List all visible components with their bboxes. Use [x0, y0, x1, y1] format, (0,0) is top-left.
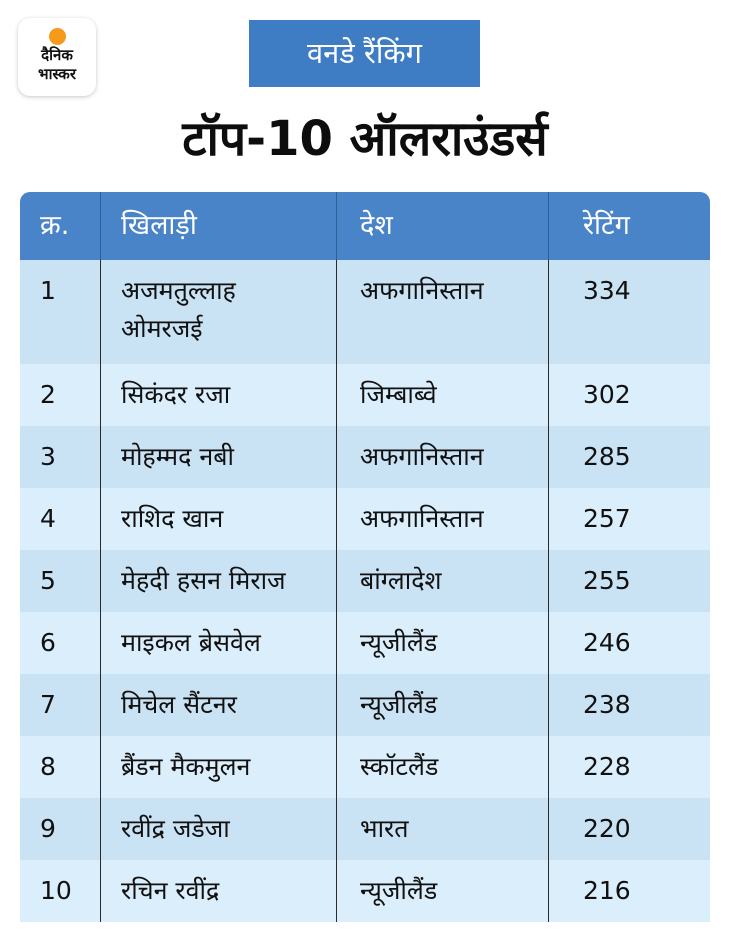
player-cell: राशिद खान [101, 488, 337, 550]
country-cell: न्यूजीलैंड [337, 674, 549, 736]
header-country: देश [337, 192, 549, 260]
country-cell: न्यूजीलैंड [337, 612, 549, 674]
country-cell: न्यूजीलैंड [337, 860, 549, 922]
rank-cell: 6 [20, 612, 101, 674]
header-rating: रेटिंग [583, 210, 630, 241]
player-cell: रचिन रवींद्र [101, 860, 337, 922]
country-cell: अफगानिस्तान [337, 426, 549, 488]
rank-cell: 3 [20, 426, 101, 488]
table-header [20, 192, 710, 260]
rank-cell: 4 [20, 488, 101, 550]
rating-cell: 220 [583, 814, 631, 843]
rank-cell: 5 [20, 550, 101, 612]
country-cell: भारत [337, 798, 549, 860]
rating-cell: 246 [583, 628, 631, 657]
table-row [20, 488, 710, 550]
rank-cell: 2 [20, 364, 101, 426]
table-row [20, 364, 710, 426]
rank-cell: 1 [20, 260, 101, 364]
rating-cell: 334 [583, 276, 631, 305]
table-row [20, 736, 710, 798]
country-cell: जिम्बाब्वे [337, 364, 549, 426]
table-row [20, 550, 710, 612]
sun-icon [49, 28, 66, 45]
table-row [20, 674, 710, 736]
rating-cell: 228 [583, 752, 631, 781]
header-rank: क्र. [20, 192, 101, 260]
header-player: खिलाड़ी [101, 192, 337, 260]
rating-cell: 238 [583, 690, 631, 719]
rank-cell: 9 [20, 798, 101, 860]
table-row [20, 860, 710, 922]
player-cell: माइकल ब्रेसवेल [101, 612, 337, 674]
table-row [20, 612, 710, 674]
rating-cell: 302 [583, 380, 631, 409]
table-row [20, 260, 710, 364]
country-cell: अफगानिस्तान [337, 260, 549, 364]
logo-text-line1: दैनिक [41, 46, 73, 64]
player-cell [101, 260, 337, 364]
logo-text-line2: भास्कर [38, 65, 76, 83]
rating-cell: 255 [583, 566, 631, 595]
country-cell: बांग्लादेश [337, 550, 549, 612]
player-cell: रवींद्र जडेजा [101, 798, 337, 860]
player-cell: ब्रैंडन मैकमुलन [101, 736, 337, 798]
rank-cell: 10 [20, 860, 101, 922]
rank-cell: 7 [20, 674, 101, 736]
player-cell: सिकंदर रजा [101, 364, 337, 426]
table-row [20, 798, 710, 860]
country-cell: स्कॉटलैंड [337, 736, 549, 798]
player-cell: मेहदी हसन मिराज [101, 550, 337, 612]
player-name: अजमतुल्लाह ओमरजई [121, 276, 236, 343]
player-cell: मोहम्मद नबी [101, 426, 337, 488]
dainik-bhaskar-logo [18, 18, 96, 96]
rating-cell: 285 [583, 442, 631, 471]
section-ribbon: वनडे रैंकिंग [249, 20, 480, 87]
rank-cell: 8 [20, 736, 101, 798]
country-cell: अफगानिस्तान [337, 488, 549, 550]
table-row [20, 426, 710, 488]
rankings-table [20, 192, 710, 922]
player-cell: मिचेल सैंटनर [101, 674, 337, 736]
rating-cell: 216 [583, 876, 631, 905]
rating-cell: 257 [583, 504, 631, 533]
page-title: टॉप-10 ऑलराउंडर्स [182, 111, 548, 167]
